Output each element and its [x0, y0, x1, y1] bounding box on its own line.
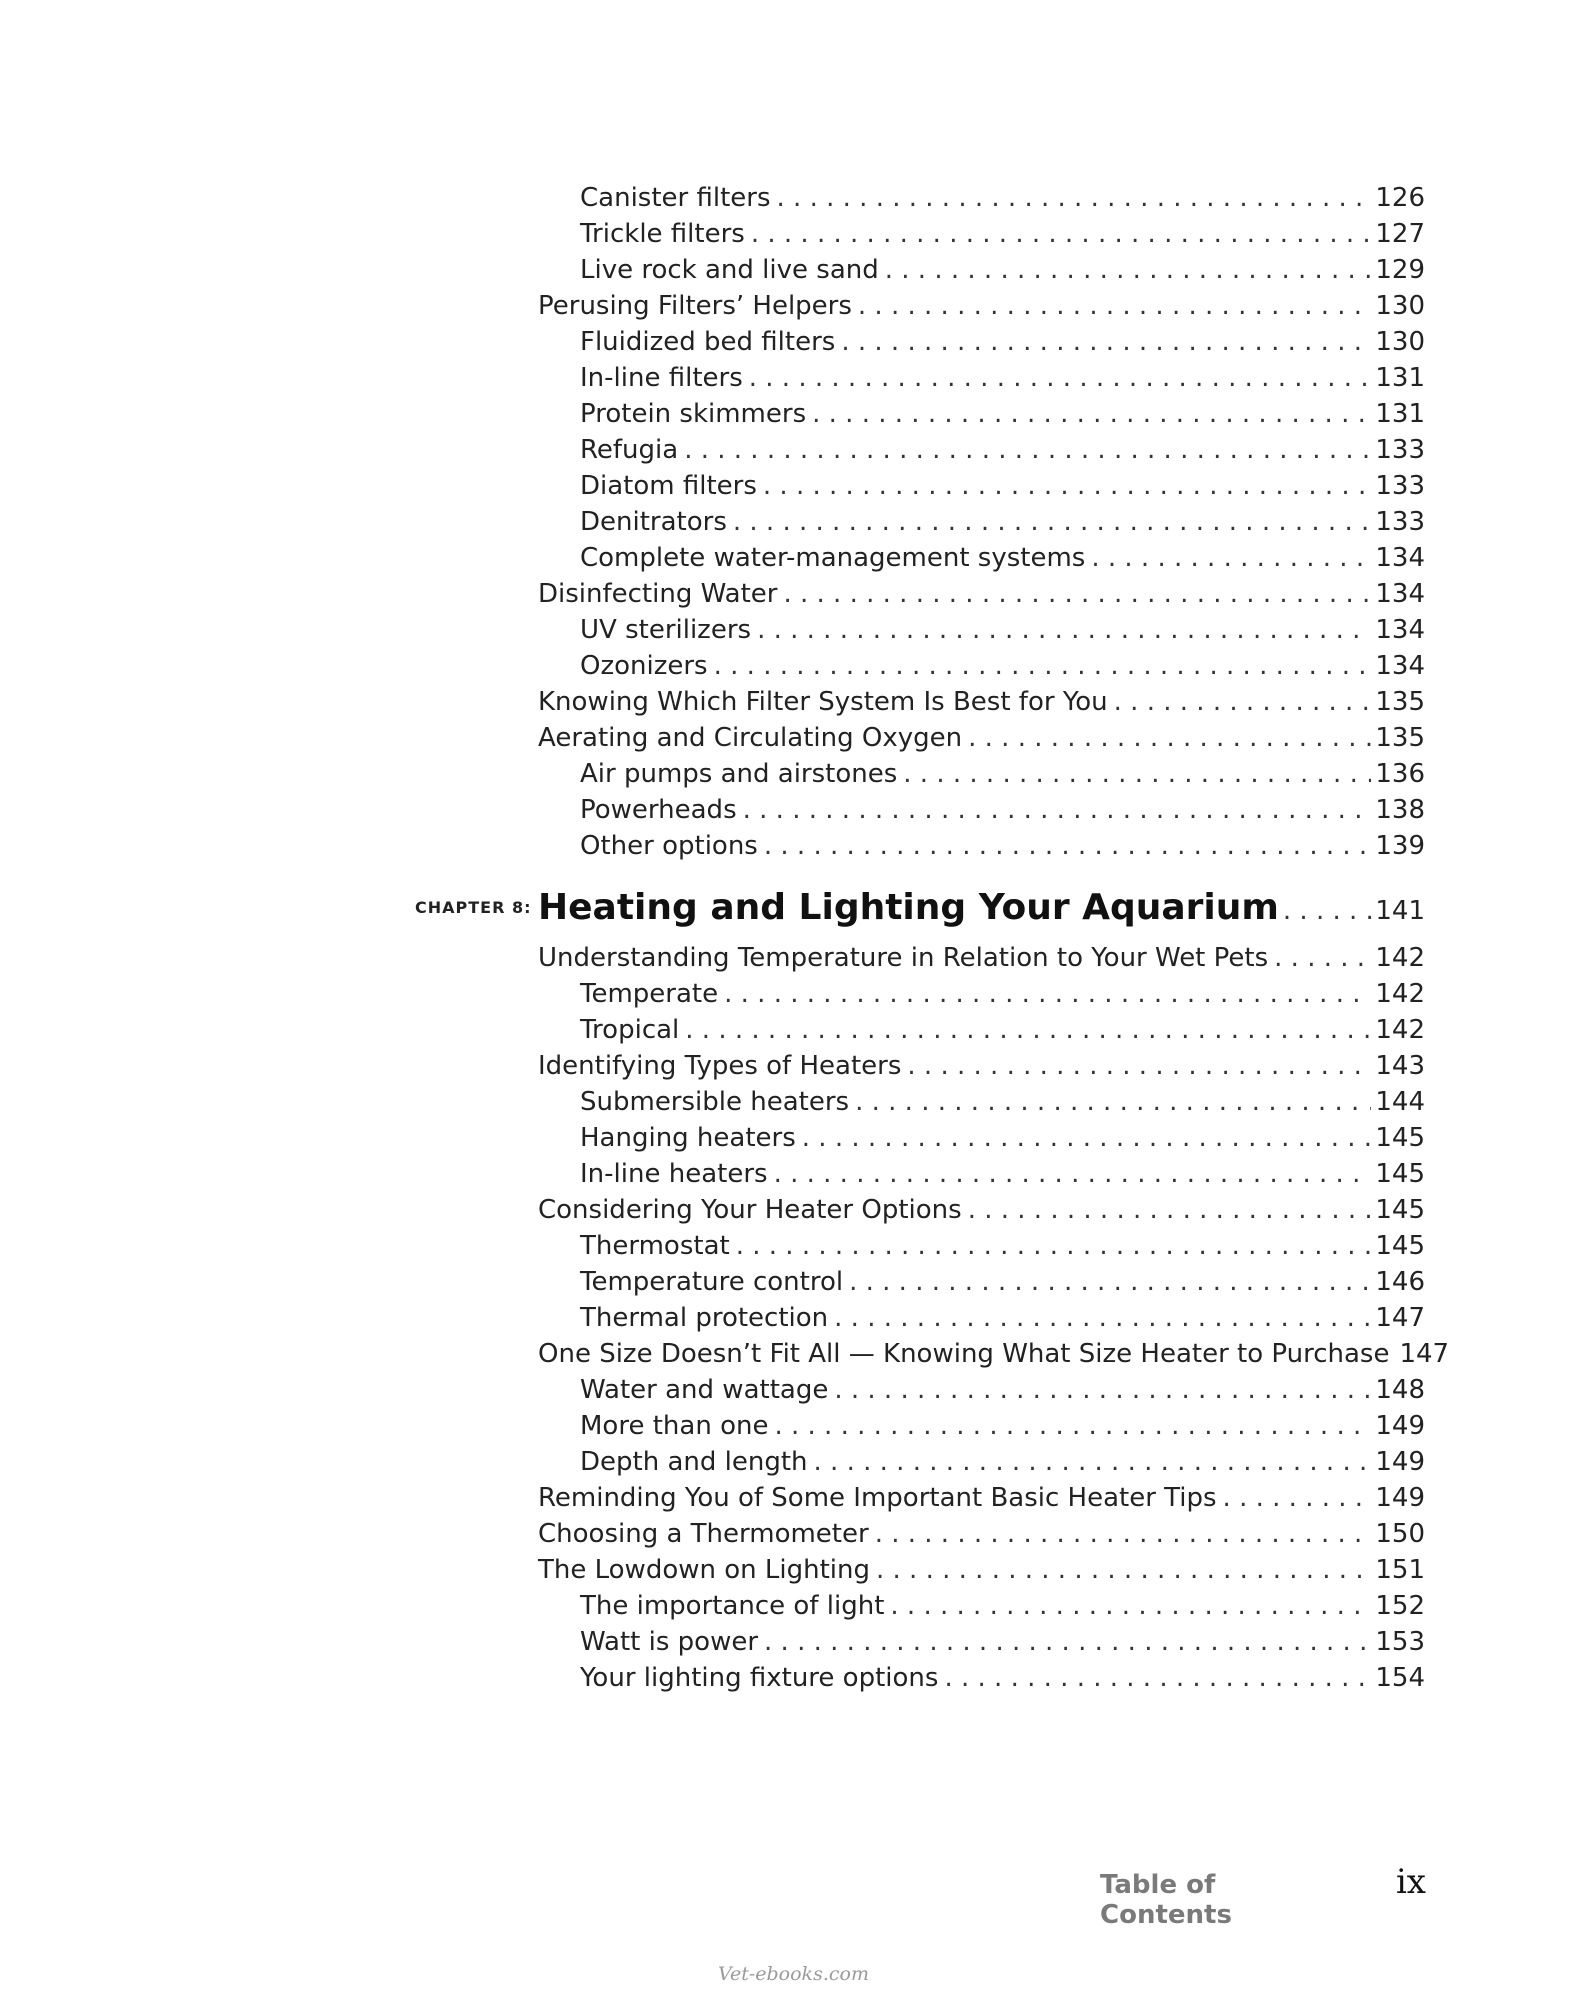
toc-entry-label: Disinfecting Water — [538, 579, 778, 609]
toc-section-entry[interactable] — [538, 1048, 1425, 1084]
toc-entry-page-number: 142 — [1375, 979, 1425, 1009]
toc-subsection-entry[interactable] — [538, 1444, 1425, 1480]
chapter-page-number: 141 — [1375, 896, 1425, 926]
toc-entry-page-number: 142 — [1375, 943, 1425, 973]
dot-leader — [841, 324, 1371, 360]
toc-entry-page-number: 149 — [1375, 1411, 1425, 1441]
toc-entry-page-number: 133 — [1375, 471, 1425, 501]
toc-entry-page-number: 153 — [1375, 1627, 1425, 1657]
toc-subsection-entry[interactable] — [538, 216, 1425, 252]
toc-entry-label: Submersible heaters — [580, 1087, 850, 1117]
toc-entry-label: Protein skimmers — [580, 399, 807, 429]
dot-leader — [1223, 1480, 1372, 1516]
toc-section-chapter-7-continued — [538, 180, 1425, 864]
dot-leader — [736, 1228, 1372, 1264]
toc-section-entry[interactable] — [538, 1192, 1425, 1228]
toc-entry-label: Water and wattage — [580, 1375, 829, 1405]
toc-entry-label: Live rock and live sand — [580, 255, 879, 285]
toc-entry-page-number: 152 — [1375, 1591, 1425, 1621]
toc-entry-label: Temperate — [580, 979, 719, 1009]
page-footer — [1100, 1862, 1426, 1930]
toc-entry-page-number: 134 — [1375, 543, 1425, 573]
toc-entry-label: Fluidized bed filters — [580, 327, 836, 357]
dot-leader — [876, 1552, 1371, 1588]
toc-entry-label: More than one — [580, 1411, 769, 1441]
toc-entry-page-number: 129 — [1375, 255, 1425, 285]
toc-entry-label: Air pumps and airstones — [580, 759, 898, 789]
dot-leader — [834, 1372, 1371, 1408]
toc-entry-label: Reminding You of Some Important Basic Heater Tips — [538, 1483, 1217, 1513]
toc-entry-page-number: 145 — [1375, 1195, 1425, 1225]
toc-entry-page-number: 146 — [1375, 1267, 1425, 1297]
toc-section-chapter-8 — [538, 940, 1450, 1696]
toc-entry-label: Understanding Temperature in Relation to Your Wet Pets — [538, 943, 1269, 973]
dot-leader — [724, 976, 1371, 1012]
toc-subsection-entry[interactable] — [538, 756, 1425, 792]
dot-leader — [764, 1624, 1371, 1660]
toc-entry-page-number: 144 — [1375, 1087, 1425, 1117]
toc-entry-label: Knowing Which Filter System Is Best for You — [538, 687, 1108, 717]
toc-subsection-entry[interactable] — [538, 792, 1425, 828]
toc-entry-page-number: 147 — [1375, 1303, 1425, 1333]
toc-subsection-entry[interactable] — [538, 324, 1425, 360]
toc-entry-label: Hanging heaters — [580, 1123, 796, 1153]
toc-subsection-entry[interactable] — [538, 976, 1425, 1012]
dot-leader — [855, 1084, 1371, 1120]
toc-subsection-entry[interactable] — [538, 1624, 1425, 1660]
toc-entry-label: Denitrators — [580, 507, 727, 537]
dot-leader — [944, 1660, 1371, 1696]
dot-leader — [907, 1048, 1371, 1084]
toc-entry-label: Refugia — [580, 435, 679, 465]
toc-entry-page-number: 143 — [1375, 1051, 1425, 1081]
toc-entry-page-number: 134 — [1375, 615, 1425, 645]
dot-leader — [685, 1012, 1371, 1048]
page-number-roman: ix — [1395, 1862, 1426, 1902]
toc-subsection-entry[interactable] — [538, 540, 1425, 576]
toc-entry-label: Depth and length — [580, 1447, 808, 1477]
toc-subsection-entry[interactable] — [538, 648, 1425, 684]
dot-leader — [774, 1408, 1371, 1444]
toc-section-entry[interactable] — [538, 576, 1425, 612]
toc-entry-label: Watt is power — [580, 1627, 759, 1657]
dot-leader — [777, 180, 1372, 216]
toc-subsection-entry[interactable] — [538, 1408, 1425, 1444]
toc-subsection-entry[interactable] — [538, 1084, 1425, 1120]
toc-entry-page-number: 135 — [1375, 723, 1425, 753]
toc-subsection-entry[interactable] — [538, 612, 1425, 648]
toc-entry-label: UV sterilizers — [580, 615, 752, 645]
toc-entry-page-number: 154 — [1375, 1663, 1425, 1693]
toc-entry-label: Tropical — [580, 1015, 680, 1045]
dot-leader — [1114, 684, 1372, 720]
toc-entry-page-number: 138 — [1375, 795, 1425, 825]
dot-leader — [774, 1156, 1372, 1192]
toc-section-entry[interactable] — [538, 1336, 1450, 1372]
toc-entry-page-number: 134 — [1375, 579, 1425, 609]
toc-entry-label: Thermostat — [580, 1231, 730, 1261]
dot-leader — [834, 1300, 1371, 1336]
toc-entry-label: Temperature control — [580, 1267, 844, 1297]
toc-subsection-entry[interactable] — [538, 1120, 1425, 1156]
toc-section-entry[interactable] — [538, 1480, 1425, 1516]
toc-entry-page-number: 148 — [1375, 1375, 1425, 1405]
dot-leader — [858, 288, 1371, 324]
toc-section-entry[interactable] — [538, 720, 1425, 756]
dot-leader — [783, 576, 1371, 612]
toc-entry-page-number: 136 — [1375, 759, 1425, 789]
dot-leader — [812, 396, 1371, 432]
toc-entry-page-number: 139 — [1375, 831, 1425, 861]
dot-leader — [968, 720, 1371, 756]
watermark-text: Vet-ebooks.com — [718, 1963, 869, 1985]
toc-subsection-entry[interactable] — [538, 504, 1425, 540]
toc-entry-page-number: 130 — [1375, 291, 1425, 321]
dot-leader — [890, 1588, 1371, 1624]
toc-section-entry[interactable] — [538, 940, 1425, 976]
toc-entry-label: Thermal protection — [580, 1303, 829, 1333]
toc-entry-page-number: 151 — [1375, 1555, 1425, 1585]
toc-subsection-entry[interactable] — [538, 828, 1425, 864]
toc-subsection-entry[interactable] — [538, 1588, 1425, 1624]
toc-entry-label: In-line filters — [580, 363, 743, 393]
dot-leader — [764, 828, 1372, 864]
toc-entry-page-number: 147 — [1399, 1339, 1450, 1369]
dot-leader — [684, 432, 1371, 468]
toc-subsection-entry[interactable] — [538, 180, 1425, 216]
toc-entry-page-number: 127 — [1375, 219, 1425, 249]
toc-subsection-entry[interactable] — [538, 1156, 1425, 1192]
toc-entry-label: One Size Doesn’t Fit All — Knowing What Size Heater to Purchase — [538, 1339, 1390, 1369]
toc-subsection-entry[interactable] — [538, 396, 1425, 432]
toc-subsection-entry[interactable] — [538, 1660, 1425, 1696]
toc-entry-label: The importance of light — [580, 1591, 885, 1621]
running-footer-title: Table of Contents — [1100, 1870, 1232, 1930]
toc-subsection-entry[interactable] — [538, 360, 1425, 396]
dot-leader — [1283, 879, 1371, 943]
dot-leader — [743, 792, 1372, 828]
dot-leader — [714, 648, 1372, 684]
dot-leader — [749, 360, 1372, 396]
toc-entry-page-number: 145 — [1375, 1123, 1425, 1153]
toc-subsection-entry[interactable] — [538, 252, 1425, 288]
dot-leader — [968, 1192, 1372, 1228]
toc-entry-page-number: 149 — [1375, 1483, 1425, 1513]
toc-entry-page-number: 133 — [1375, 435, 1425, 465]
toc-entry-label: In-line heaters — [580, 1159, 768, 1189]
toc-subsection-entry[interactable] — [538, 1300, 1425, 1336]
toc-section-entry[interactable] — [538, 1552, 1425, 1588]
toc-entry-label: Other options — [580, 831, 758, 861]
toc-entry-page-number: 126 — [1375, 183, 1425, 213]
dot-leader — [903, 756, 1371, 792]
toc-entry-page-number: 145 — [1375, 1231, 1425, 1261]
table-of-contents — [415, 180, 1450, 1696]
toc-entry-label: The Lowdown on Lighting — [538, 1555, 870, 1585]
toc-entry-label: Your lighting fixture options — [580, 1663, 939, 1693]
toc-entry-page-number: 133 — [1375, 507, 1425, 537]
toc-section-entry[interactable] — [538, 684, 1425, 720]
toc-subsection-entry[interactable] — [538, 1264, 1425, 1300]
toc-entry-label: Aerating and Circulating Oxygen — [538, 723, 963, 753]
toc-section-entry[interactable] — [538, 288, 1425, 324]
toc-entry-page-number: 131 — [1375, 399, 1425, 429]
dot-leader — [763, 468, 1371, 504]
dot-leader — [1274, 940, 1371, 976]
toc-entry-page-number: 131 — [1375, 363, 1425, 393]
toc-subsection-entry[interactable] — [538, 432, 1425, 468]
watermark-logo — [716, 1958, 886, 1988]
dot-leader — [757, 612, 1371, 648]
dot-leader — [802, 1120, 1372, 1156]
chapter-title: Heating and Lighting Your Aquarium — [538, 887, 1279, 928]
toc-entry-label: Trickle filters — [580, 219, 745, 249]
toc-entry-label: Ozonizers — [580, 651, 708, 681]
toc-entry-label: Considering Your Heater Options — [538, 1195, 962, 1225]
chapter-heading-row[interactable] — [415, 876, 1425, 940]
toc-entry-page-number: 150 — [1375, 1519, 1425, 1549]
toc-entry-label: Powerheads — [580, 795, 737, 825]
toc-subsection-entry[interactable] — [538, 1228, 1425, 1264]
toc-section-entry[interactable] — [538, 1516, 1425, 1552]
toc-subsection-entry[interactable] — [538, 1012, 1425, 1048]
toc-entry-page-number: 135 — [1375, 687, 1425, 717]
dot-leader — [733, 504, 1371, 540]
toc-subsection-entry[interactable] — [538, 1372, 1425, 1408]
toc-entry-page-number: 142 — [1375, 1015, 1425, 1045]
dot-leader — [814, 1444, 1372, 1480]
dot-leader — [885, 252, 1372, 288]
dot-leader — [751, 216, 1372, 252]
toc-entry-page-number: 149 — [1375, 1447, 1425, 1477]
toc-entry-label: Identifying Types of Heaters — [538, 1051, 902, 1081]
dot-leader — [849, 1264, 1371, 1300]
dot-leader — [875, 1516, 1372, 1552]
toc-entry-label: Complete water-management systems — [580, 543, 1086, 573]
chapter-number-label: CHAPTER 8: — [415, 898, 532, 917]
toc-entry-label: Choosing a Thermometer — [538, 1519, 869, 1549]
toc-entry-label: Diatom filters — [580, 471, 757, 501]
toc-entry-label: Canister filters — [580, 183, 771, 213]
toc-entry-label: Perusing Filters’ Helpers — [538, 291, 852, 321]
dot-leader — [1091, 540, 1371, 576]
toc-entry-page-number: 134 — [1375, 651, 1425, 681]
toc-entry-page-number: 145 — [1375, 1159, 1425, 1189]
toc-entry-page-number: 130 — [1375, 327, 1425, 357]
toc-subsection-entry[interactable] — [538, 468, 1425, 504]
